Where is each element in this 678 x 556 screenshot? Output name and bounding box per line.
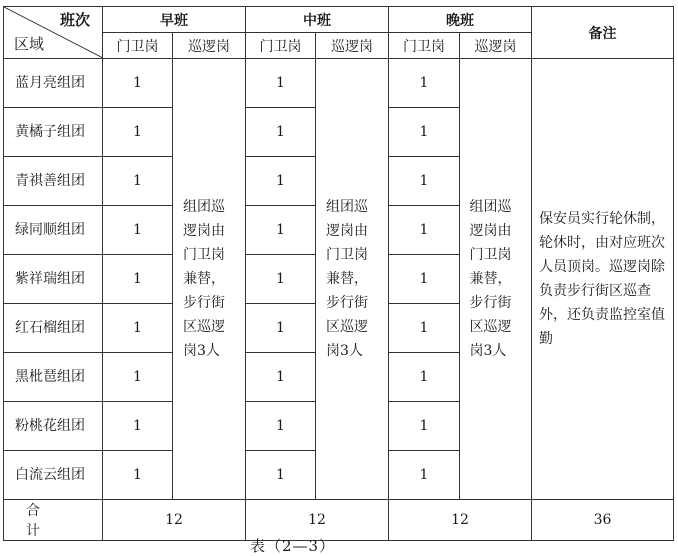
early-gate-cell: 1 [103, 451, 173, 500]
early-patrol-text: 组团巡逻岗由门卫岗兼替，步行街区巡逻岗3人 [183, 199, 225, 359]
header-middle-shift: 中班 [246, 7, 389, 33]
middle-gate-cell: 1 [246, 304, 316, 353]
early-gate-cell: 1 [103, 206, 173, 255]
middle-gate-cell: 1 [246, 255, 316, 304]
header-early-gate: 门卫岗 [103, 33, 173, 59]
early-gate-cell: 1 [103, 157, 173, 206]
area-cell: 红石榴组团 [4, 304, 103, 353]
late-total: 12 [389, 500, 532, 541]
header-note: 备注 [532, 7, 674, 59]
table-caption: 表（2—3） [250, 537, 336, 555]
area-cell: 白流云组团 [4, 451, 103, 500]
shift-schedule-table [3, 6, 674, 541]
middle-patrol-merged-cell [316, 59, 389, 500]
late-gate-cell: 1 [389, 402, 460, 451]
late-patrol-text: 组团巡逻岗由门卫岗兼替，步行街区巡逻岗3人 [469, 199, 512, 359]
middle-total: 12 [246, 500, 389, 541]
area-cell: 黑枇琶组团 [4, 353, 103, 402]
early-gate-cell: 1 [103, 353, 173, 402]
header-middle-gate: 门卫岗 [246, 33, 316, 59]
header-late-patrol: 巡逻岗 [460, 33, 532, 59]
area-cell: 紫祥瑞组团 [4, 255, 103, 304]
corner-header-cell [4, 7, 103, 59]
corner-label-area: 区域 [14, 35, 45, 53]
area-cell: 青祺善组团 [4, 157, 103, 206]
header-early-shift: 早班 [103, 7, 246, 33]
middle-gate-cell: 1 [246, 59, 316, 108]
late-gate-cell: 1 [389, 206, 460, 255]
header-early-patrol: 巡逻岗 [173, 33, 246, 59]
area-cell: 蓝月亮组团 [4, 59, 103, 108]
late-patrol-merged-cell [460, 59, 532, 500]
totals-label: 合计 [4, 500, 103, 541]
late-gate-cell: 1 [389, 108, 460, 157]
header-row-shifts [4, 7, 674, 33]
late-gate-cell: 1 [389, 451, 460, 500]
area-cell: 粉桃花组团 [4, 402, 103, 451]
late-gate-cell: 1 [389, 353, 460, 402]
late-gate-cell: 1 [389, 255, 460, 304]
late-gate-cell: 1 [389, 304, 460, 353]
area-cell: 黄橘子组团 [4, 108, 103, 157]
area-cell: 绿同顺组团 [4, 206, 103, 255]
middle-gate-cell: 1 [246, 353, 316, 402]
middle-gate-cell: 1 [246, 157, 316, 206]
middle-patrol-text: 组团巡逻岗由门卫岗兼替，步行街区巡逻岗3人 [326, 199, 368, 359]
note-merged-cell: 保安员实行轮休制，轮休时，由对应班次人员顶岗。巡逻岗除负责步行街区巡查外，还负责监控室值勤 [532, 59, 674, 500]
early-gate-cell: 1 [103, 108, 173, 157]
late-gate-cell: 1 [389, 157, 460, 206]
early-patrol-merged-cell [173, 59, 246, 500]
early-gate-cell: 1 [103, 402, 173, 451]
header-late-shift: 晚班 [389, 7, 532, 33]
early-total: 12 [103, 500, 246, 541]
table-row [4, 59, 674, 108]
early-gate-cell: 1 [103, 255, 173, 304]
middle-gate-cell: 1 [246, 206, 316, 255]
header-middle-patrol: 巡逻岗 [316, 33, 389, 59]
early-gate-cell: 1 [103, 304, 173, 353]
corner-label-shift: 班次 [59, 11, 90, 29]
early-gate-cell: 1 [103, 59, 173, 108]
note-total: 36 [532, 500, 674, 541]
late-gate-cell: 1 [389, 59, 460, 108]
header-late-gate: 门卫岗 [389, 33, 460, 59]
totals-row [4, 500, 674, 541]
middle-gate-cell: 1 [246, 402, 316, 451]
middle-gate-cell: 1 [246, 451, 316, 500]
middle-gate-cell: 1 [246, 108, 316, 157]
